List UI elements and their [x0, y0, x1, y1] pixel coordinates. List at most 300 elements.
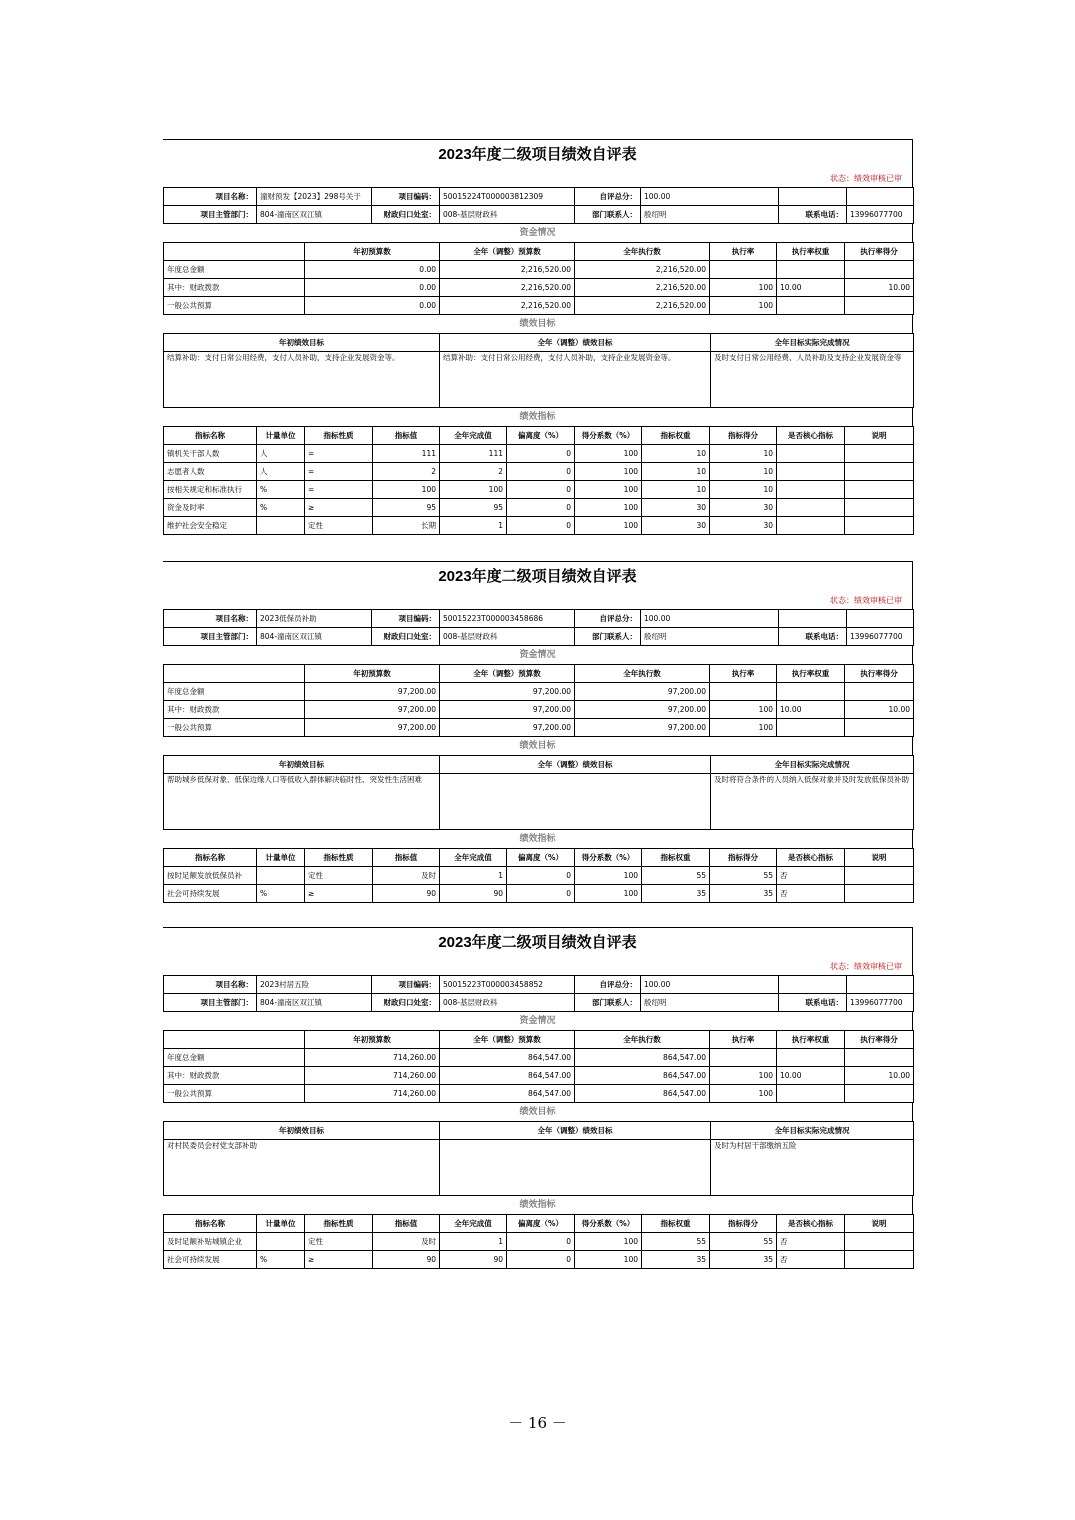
indicator-cell: 否 [777, 867, 845, 885]
goals-table [163, 1121, 914, 1196]
funds-section-title: 资金情况 [163, 1012, 913, 1030]
indicator-header: 指标性质 [305, 427, 373, 445]
phone-label: 联系电话： [779, 628, 847, 646]
indicator-cell: ≥ [305, 1251, 373, 1269]
indicator-row [164, 1251, 914, 1269]
office-label: 财政归口处室： [372, 628, 440, 646]
funds-header [164, 665, 305, 683]
goals-table [163, 333, 914, 408]
evaluation-form-2 [163, 561, 913, 903]
indicator-cell: 100 [575, 517, 642, 535]
goals-header: 年初绩效目标 [164, 756, 440, 774]
funds-cell [777, 1049, 845, 1067]
dept-value: 804-潼南区双江镇 [257, 206, 372, 224]
funds-header: 执行率得分 [845, 665, 914, 683]
funds-cell: 864,547.00 [575, 1049, 710, 1067]
funds-header: 执行率权重 [777, 665, 845, 683]
funds-header: 执行率权重 [777, 1031, 845, 1049]
funds-table [163, 242, 914, 315]
indicator-cell: 定性 [305, 517, 373, 535]
funds-cell: 864,547.00 [440, 1085, 575, 1103]
dept-label: 项目主管部门： [164, 628, 257, 646]
funds-cell: 100 [710, 719, 777, 737]
indicator-header: 全年完成值 [440, 1215, 507, 1233]
indicator-cell: 按时足额发放低保员补 [164, 867, 257, 885]
project-name-value: 2023村居五险 [257, 976, 372, 994]
funds-cell: 97,200.00 [575, 719, 710, 737]
contact-value: 殷绍明 [641, 206, 779, 224]
indicator-cell: = [305, 481, 373, 499]
indicator-cell: 长期 [373, 517, 440, 535]
goals-row [164, 774, 914, 830]
indicator-cell: 维护社会安全稳定 [164, 517, 257, 535]
dept-label: 项目主管部门： [164, 994, 257, 1012]
funds-cell: 864,547.00 [575, 1067, 710, 1085]
indicators-header-row [164, 427, 914, 445]
indicator-cell: 定性 [305, 867, 373, 885]
indicator-cell: = [305, 445, 373, 463]
funds-header [164, 1031, 305, 1049]
funds-cell: 2,216,520.00 [440, 297, 575, 315]
indicators-section-title: 绩效指标 [163, 830, 913, 848]
indicator-row [164, 445, 914, 463]
indicator-cell: ≥ [305, 885, 373, 903]
goals-header: 全年（调整）绩效目标 [440, 334, 711, 352]
indicator-row [164, 1233, 914, 1251]
indicator-header: 偏离度（%） [507, 427, 575, 445]
funds-cell: 714,260.00 [305, 1085, 440, 1103]
indicator-cell: 10 [710, 481, 777, 499]
funds-cell [845, 683, 914, 701]
indicator-cell: 55 [642, 1233, 710, 1251]
indicators-header-row [164, 1215, 914, 1233]
funds-cell: 97,200.00 [440, 683, 575, 701]
phone-value: 13996077700 [847, 206, 914, 224]
indicator-cell: = [305, 463, 373, 481]
phone-label: 联系电话： [779, 206, 847, 224]
indicator-header: 指标性质 [305, 1215, 373, 1233]
funds-cell: 一般公共预算 [164, 1085, 305, 1103]
funds-cell: 864,547.00 [440, 1067, 575, 1085]
dept-value: 804-潼南区双江镇 [257, 994, 372, 1012]
adjusted-goal: 结算补助：支付日常公用经费，支付人员补助，支持企业发展资金等。 [440, 352, 711, 408]
funds-table [163, 1030, 914, 1103]
goals-table [163, 755, 914, 830]
indicator-header: 计量单位 [257, 849, 305, 867]
funds-header: 执行率权重 [777, 243, 845, 261]
funds-header: 执行率 [710, 1031, 777, 1049]
indicator-cell [845, 885, 914, 903]
indicator-row [164, 499, 914, 517]
funds-header-row [164, 243, 914, 261]
goals-row [164, 352, 914, 408]
indicator-cell: 0 [507, 463, 575, 481]
dept-value: 804-潼南区双江镇 [257, 628, 372, 646]
indicator-cell: 95 [440, 499, 507, 517]
status-badge: 状态：绩效审核已审 [163, 592, 913, 609]
indicator-cell: 100 [575, 481, 642, 499]
indicator-row [164, 517, 914, 535]
indicator-cell: 100 [575, 463, 642, 481]
funds-header: 执行率 [710, 665, 777, 683]
funds-cell: 10.00 [777, 701, 845, 719]
indicators-section-title: 绩效指标 [163, 408, 913, 426]
indicator-cell: 35 [710, 885, 777, 903]
indicator-cell [845, 1251, 914, 1269]
funds-header-row [164, 1031, 914, 1049]
funds-cell: 2,216,520.00 [575, 261, 710, 279]
goals-header: 全年（调整）绩效目标 [440, 1122, 711, 1140]
indicator-header: 全年完成值 [440, 427, 507, 445]
indicator-cell: 10 [710, 463, 777, 481]
funds-cell [777, 261, 845, 279]
indicator-row [164, 885, 914, 903]
project-info-table [163, 609, 914, 646]
phone-value: 13996077700 [847, 628, 914, 646]
indicator-cell: 100 [575, 1233, 642, 1251]
funds-header: 执行率得分 [845, 243, 914, 261]
funds-header: 全年（调整）预算数 [440, 665, 575, 683]
evaluation-form-3 [163, 927, 913, 1269]
funds-header: 执行率得分 [845, 1031, 914, 1049]
empty-cell [847, 976, 914, 994]
project-name-label: 项目名称： [164, 188, 257, 206]
indicator-row [164, 463, 914, 481]
funds-cell: 一般公共预算 [164, 719, 305, 737]
indicator-cell: 否 [777, 885, 845, 903]
project-name-label: 项目名称： [164, 976, 257, 994]
funds-cell: 0.00 [305, 261, 440, 279]
score-value: 100.00 [641, 976, 779, 994]
funds-cell: 其中：财政拨款 [164, 701, 305, 719]
indicator-header: 得分系数（%） [575, 1215, 642, 1233]
funds-header: 年初预算数 [305, 1031, 440, 1049]
funds-cell: 97,200.00 [440, 701, 575, 719]
funds-header-row [164, 665, 914, 683]
goals-header: 年初绩效目标 [164, 1122, 440, 1140]
indicator-row [164, 867, 914, 885]
indicator-cell: 55 [710, 1233, 777, 1251]
indicator-cell: 1 [440, 867, 507, 885]
indicator-cell: 100 [575, 867, 642, 885]
indicator-cell: 95 [373, 499, 440, 517]
funds-header: 全年执行数 [575, 1031, 710, 1049]
indicator-cell: 镇机关干部人数 [164, 445, 257, 463]
indicator-row [164, 481, 914, 499]
indicator-cell: 社会可持续发展 [164, 1251, 257, 1269]
indicator-cell: 2 [373, 463, 440, 481]
funds-cell: 864,547.00 [575, 1085, 710, 1103]
adjusted-goal [440, 774, 711, 830]
funds-cell: 864,547.00 [440, 1049, 575, 1067]
indicator-header: 指标得分 [710, 427, 777, 445]
project-code-label: 项目编码： [372, 188, 440, 206]
indicator-cell: 1 [440, 1233, 507, 1251]
indicator-cell: 否 [777, 1233, 845, 1251]
indicator-cell: 35 [710, 1251, 777, 1269]
indicator-cell: 10 [710, 445, 777, 463]
indicator-header: 是否核心指标 [777, 1215, 845, 1233]
indicator-cell [845, 445, 914, 463]
funds-row [164, 1067, 914, 1085]
goals-header: 全年目标实际完成情况 [711, 334, 914, 352]
funds-row [164, 683, 914, 701]
indicator-cell: ≥ [305, 499, 373, 517]
score-label: 自评总分： [575, 188, 641, 206]
indicator-cell: % [257, 885, 305, 903]
indicator-cell: 0 [507, 517, 575, 535]
info-row [164, 628, 914, 646]
indicator-cell: 100 [373, 481, 440, 499]
indicator-header: 指标得分 [710, 1215, 777, 1233]
project-code-label: 项目编码： [372, 610, 440, 628]
funds-row [164, 701, 914, 719]
project-name-label: 项目名称： [164, 610, 257, 628]
goals-header: 全年目标实际完成情况 [711, 1122, 914, 1140]
project-name-value: 潼财预发【2023】298号关于 [257, 188, 372, 206]
office-label: 财政归口处室： [372, 994, 440, 1012]
funds-cell: 2,216,520.00 [440, 279, 575, 297]
funds-row [164, 279, 914, 297]
funds-row [164, 297, 914, 315]
indicator-cell: 111 [440, 445, 507, 463]
goals-header: 年初绩效目标 [164, 334, 440, 352]
funds-section-title: 资金情况 [163, 646, 913, 664]
indicator-header: 指标得分 [710, 849, 777, 867]
funds-cell: 10.00 [777, 279, 845, 297]
indicator-cell [777, 481, 845, 499]
contact-label: 部门联系人： [575, 628, 641, 646]
indicator-cell: 0 [507, 1251, 575, 1269]
contact-value: 殷绍明 [641, 628, 779, 646]
indicators-section-title: 绩效指标 [163, 1196, 913, 1214]
funds-cell [777, 297, 845, 315]
status-badge: 状态：绩效审核已审 [163, 958, 913, 975]
funds-cell: 10.00 [845, 1067, 914, 1085]
indicator-header: 指标名称 [164, 1215, 257, 1233]
adjusted-goal [440, 1140, 711, 1196]
indicator-cell [845, 499, 914, 517]
info-row [164, 976, 914, 994]
indicator-cell: 0 [507, 867, 575, 885]
indicator-cell: 90 [440, 1251, 507, 1269]
indicator-header: 得分系数（%） [575, 849, 642, 867]
funds-cell: 97,200.00 [305, 719, 440, 737]
indicator-cell [777, 499, 845, 517]
funds-cell: 714,260.00 [305, 1049, 440, 1067]
office-value: 008-基层财政科 [440, 628, 575, 646]
indicator-cell [845, 1233, 914, 1251]
indicator-cell [777, 517, 845, 535]
page-number: － 16 － [508, 1414, 567, 1432]
funds-cell: 97,200.00 [305, 683, 440, 701]
indicator-cell: 55 [710, 867, 777, 885]
funds-cell: 2,216,520.00 [575, 297, 710, 315]
project-code-value: 50015224T000003812309 [440, 188, 575, 206]
actual-completion: 及时为村居干部缴纳五险 [711, 1140, 914, 1196]
empty-cell [847, 610, 914, 628]
goals-section-title: 绩效目标 [163, 315, 913, 333]
goals-header: 全年（调整）绩效目标 [440, 756, 711, 774]
initial-goal: 对村民委员会村党支部补助 [164, 1140, 440, 1196]
funds-cell [845, 261, 914, 279]
score-value: 100.00 [641, 188, 779, 206]
initial-goal: 结算补助：支付日常公用经费，支付人员补助，支持企业发展资金等。 [164, 352, 440, 408]
score-label: 自评总分： [575, 976, 641, 994]
funds-cell: 0.00 [305, 297, 440, 315]
indicator-cell: 90 [373, 1251, 440, 1269]
indicator-header: 指标权重 [642, 849, 710, 867]
funds-cell: 10.00 [845, 701, 914, 719]
funds-cell [845, 1085, 914, 1103]
indicator-header: 指标值 [373, 427, 440, 445]
indicator-cell: % [257, 481, 305, 499]
goals-header-row [164, 334, 914, 352]
indicator-header: 计量单位 [257, 427, 305, 445]
indicator-cell: 10 [642, 481, 710, 499]
indicator-cell: 否 [777, 1251, 845, 1269]
indicator-cell: % [257, 499, 305, 517]
indicator-cell: 35 [642, 1251, 710, 1269]
indicator-header: 说明 [845, 427, 914, 445]
funds-cell [777, 719, 845, 737]
form-title: 2023年度二级项目绩效自评表 [163, 927, 913, 958]
indicator-cell [257, 867, 305, 885]
score-label: 自评总分： [575, 610, 641, 628]
funds-cell [845, 1049, 914, 1067]
indicator-cell: % [257, 1251, 305, 1269]
funds-cell: 其中：财政拨款 [164, 279, 305, 297]
indicator-header: 说明 [845, 1215, 914, 1233]
indicator-cell: 10 [642, 445, 710, 463]
indicator-cell [777, 445, 845, 463]
indicator-cell: 定性 [305, 1233, 373, 1251]
indicator-cell: 1 [440, 517, 507, 535]
evaluation-form-1 [163, 139, 913, 535]
funds-header: 执行率 [710, 243, 777, 261]
office-value: 008-基层财政科 [440, 994, 575, 1012]
indicator-cell [845, 463, 914, 481]
score-value: 100.00 [641, 610, 779, 628]
indicator-cell: 30 [642, 499, 710, 517]
indicator-cell: 人 [257, 445, 305, 463]
indicator-cell: 100 [575, 885, 642, 903]
office-value: 008-基层财政科 [440, 206, 575, 224]
project-name-value: 2023低保员补助 [257, 610, 372, 628]
indicator-cell: 资金及时率 [164, 499, 257, 517]
indicator-cell: 55 [642, 867, 710, 885]
funds-cell: 100 [710, 279, 777, 297]
indicator-header: 计量单位 [257, 1215, 305, 1233]
indicator-header: 指标名称 [164, 427, 257, 445]
form-title: 2023年度二级项目绩效自评表 [163, 139, 913, 170]
funds-cell: 年度总金额 [164, 261, 305, 279]
indicator-cell: 人 [257, 463, 305, 481]
status-badge: 状态：绩效审核已审 [163, 170, 913, 187]
indicator-cell [257, 517, 305, 535]
indicator-cell: 90 [440, 885, 507, 903]
funds-row [164, 261, 914, 279]
indicator-header: 得分系数（%） [575, 427, 642, 445]
funds-cell [777, 683, 845, 701]
indicators-header-row [164, 849, 914, 867]
contact-label: 部门联系人： [575, 206, 641, 224]
indicator-cell: 111 [373, 445, 440, 463]
funds-cell [845, 297, 914, 315]
funds-cell: 10.00 [845, 279, 914, 297]
indicator-cell: 35 [642, 885, 710, 903]
dept-label: 项目主管部门： [164, 206, 257, 224]
contact-label: 部门联系人： [575, 994, 641, 1012]
indicators-table [163, 848, 914, 903]
goals-header: 全年目标实际完成情况 [711, 756, 914, 774]
funds-cell [710, 261, 777, 279]
form-title: 2023年度二级项目绩效自评表 [163, 561, 913, 592]
funds-cell: 97,200.00 [440, 719, 575, 737]
funds-cell: 100 [710, 1085, 777, 1103]
funds-cell: 2,216,520.00 [575, 279, 710, 297]
indicator-cell: 0 [507, 1233, 575, 1251]
indicator-cell [845, 867, 914, 885]
empty-cell [847, 188, 914, 206]
funds-cell: 97,200.00 [575, 683, 710, 701]
project-info-table [163, 975, 914, 1012]
funds-cell: 100 [710, 701, 777, 719]
project-info-table [163, 187, 914, 224]
indicator-cell: 按相关规定和标准执行 [164, 481, 257, 499]
funds-cell: 0.00 [305, 279, 440, 297]
funds-cell [845, 719, 914, 737]
funds-cell: 714,260.00 [305, 1067, 440, 1085]
info-row [164, 206, 914, 224]
indicator-header: 是否核心指标 [777, 427, 845, 445]
indicator-header: 说明 [845, 849, 914, 867]
indicator-header: 指标值 [373, 849, 440, 867]
funds-table [163, 664, 914, 737]
funds-cell: 年度总金额 [164, 683, 305, 701]
goals-row [164, 1140, 914, 1196]
indicator-header: 指标性质 [305, 849, 373, 867]
goals-header-row [164, 756, 914, 774]
funds-cell: 97,200.00 [575, 701, 710, 719]
indicator-header: 全年完成值 [440, 849, 507, 867]
indicator-cell: 0 [507, 885, 575, 903]
indicator-header: 指标权重 [642, 1215, 710, 1233]
info-row [164, 994, 914, 1012]
indicator-cell: 志愿者人数 [164, 463, 257, 481]
indicator-cell: 100 [575, 445, 642, 463]
goals-header-row [164, 1122, 914, 1140]
indicator-cell: 社会可持续发展 [164, 885, 257, 903]
goals-section-title: 绩效目标 [163, 737, 913, 755]
funds-header: 全年（调整）预算数 [440, 1031, 575, 1049]
indicator-cell: 30 [710, 499, 777, 517]
info-row [164, 188, 914, 206]
funds-cell [777, 1085, 845, 1103]
funds-header: 全年执行数 [575, 665, 710, 683]
funds-cell: 年度总金额 [164, 1049, 305, 1067]
indicator-cell: 30 [642, 517, 710, 535]
indicator-cell: 100 [575, 499, 642, 517]
funds-header [164, 243, 305, 261]
initial-goal: 帮助城乡低保对象、低保边缘人口等低收入群体解决临时性、突发性生活困难 [164, 774, 440, 830]
indicator-cell: 2 [440, 463, 507, 481]
indicator-cell [257, 1233, 305, 1251]
info-row [164, 610, 914, 628]
indicator-cell: 10 [642, 463, 710, 481]
indicator-cell: 0 [507, 481, 575, 499]
funds-row [164, 719, 914, 737]
